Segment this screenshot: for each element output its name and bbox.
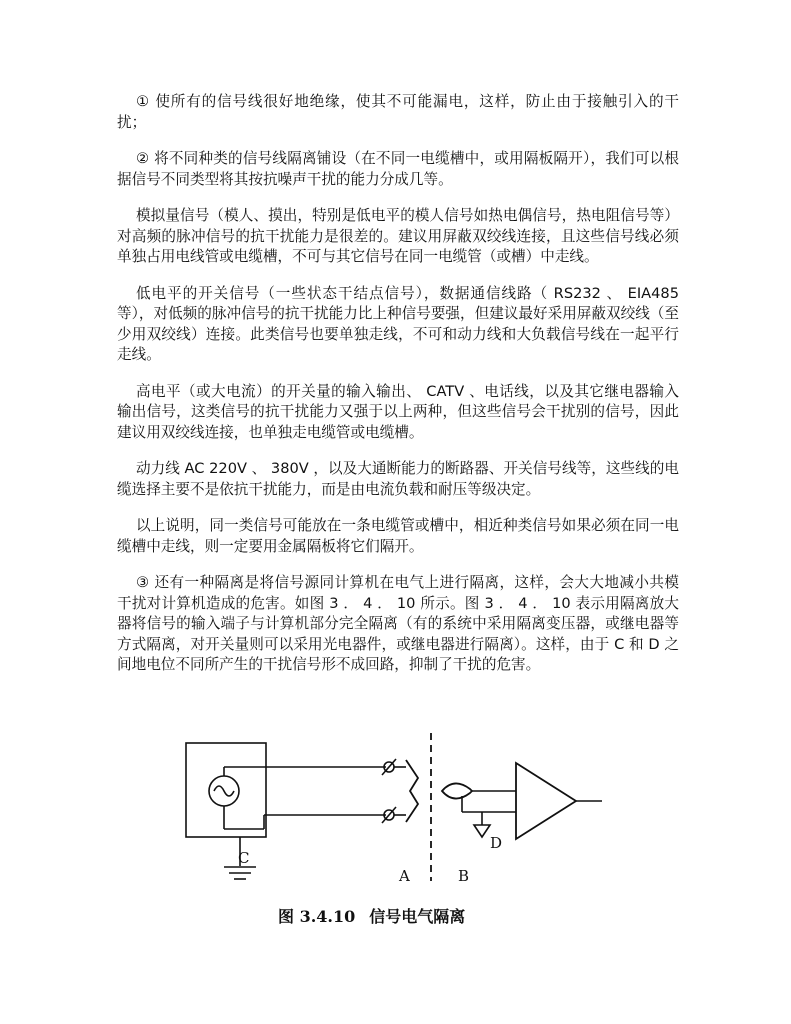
- caption-number: 图 3.4.10: [278, 907, 356, 926]
- paragraph-summary: 以上说明，同一类信号可能放在一条电缆管或槽中，相近种类信号如果必须在同一电缆槽中走线，则一定要用金属隔板将它们隔开。: [117, 517, 679, 555]
- coupler-a-icon: [406, 760, 418, 822]
- signal-source-box: [186, 743, 266, 837]
- label-c: C: [238, 849, 250, 867]
- paragraph-low-level-switch: 低电平的开关信号（一些状态干结点信号），数据通信线路（ RS232 、 EIA485 等），对低频的脉冲信号的抗干扰能力比上种信号要强，但建议最好采用屏蔽双绞线（至少用双绞线）连接。此类信号也要单独走线，不可和动力线和大负载信号线在一起平行走线。: [117, 284, 679, 363]
- label-a: A: [399, 867, 410, 885]
- figure-caption: [278, 904, 538, 927]
- label-b: B: [458, 867, 470, 885]
- ground-c-icon: [224, 867, 256, 879]
- amplifier-icon: [516, 763, 576, 839]
- label-d: D: [490, 834, 503, 852]
- coupler-b-icon: [442, 783, 472, 798]
- paragraph-separate-routing: ② 将不同种类的信号线隔离铺设（在不同一电缆槽中，或用隔板隔开），我们可以根据信号不同类型将其按抗噪声干扰的能力分成几等。: [117, 150, 679, 188]
- paragraph-analog-signals: 模拟量信号（模人、摸出，特别是低电平的模人信号如热电偶信号，热电阻信号等）对高频的脉冲信号的抗干扰能力是很差的。建议用屏蔽双绞线连接，且这些信号线必须单独占用电线管或电缆槽，不可与其它信号在同一电缆管（或槽）中走线。: [117, 207, 679, 265]
- paragraph-high-level-switch: 高电平（或大电流）的开关量的输入输出、 CATV 、电话线，以及其它继电器输入输出信号，这类信号的抗干扰能力又强于以上两种，但这些信号会干扰别的信号，因此建议用双绞线连接，也单独走电缆管或电缆槽。: [117, 382, 679, 441]
- paragraph-electrical-isolation: ③ 还有一种隔离是将信号源同计算机在电气上进行隔离，这样，会大大地减小共模干扰对计算机造成的危害。如图 3 ． 4 ． 10 所示。图 3 ． 4 ． 10 表示用隔离放大器将信号的输入端子与计算机部分完全隔离（有的系统中采用隔离变压器，或继电器等方式隔离，对开关量则可以采用光电器件，或继电器进行隔离）。这样，由于 C 和 D 之间地电位不同所产生的干扰信号形不成回路，抑制了干扰的危害。: [117, 574, 679, 673]
- terminal-top-icon: [382, 759, 396, 775]
- isolation-diagram: [180, 733, 610, 933]
- document-body: [117, 92, 679, 692]
- ground-d-icon: [474, 825, 490, 837]
- terminal-bottom-icon: [382, 807, 396, 823]
- paragraph-power-lines: 动力线 AC 220V 、 380V ，以及大通断能力的断路器、开关信号线等，这些线的电缆选择主要不是依抗干扰能力，而是由电流负载和耐压等级决定。: [117, 460, 679, 498]
- caption-title: 信号电气隔离: [369, 907, 466, 926]
- sine-wave: [214, 786, 234, 796]
- paragraph-insulation: ① 使所有的信号线很好地绝缘，使其不可能漏电，这样，防止由于接触引入的干扰；: [117, 93, 679, 131]
